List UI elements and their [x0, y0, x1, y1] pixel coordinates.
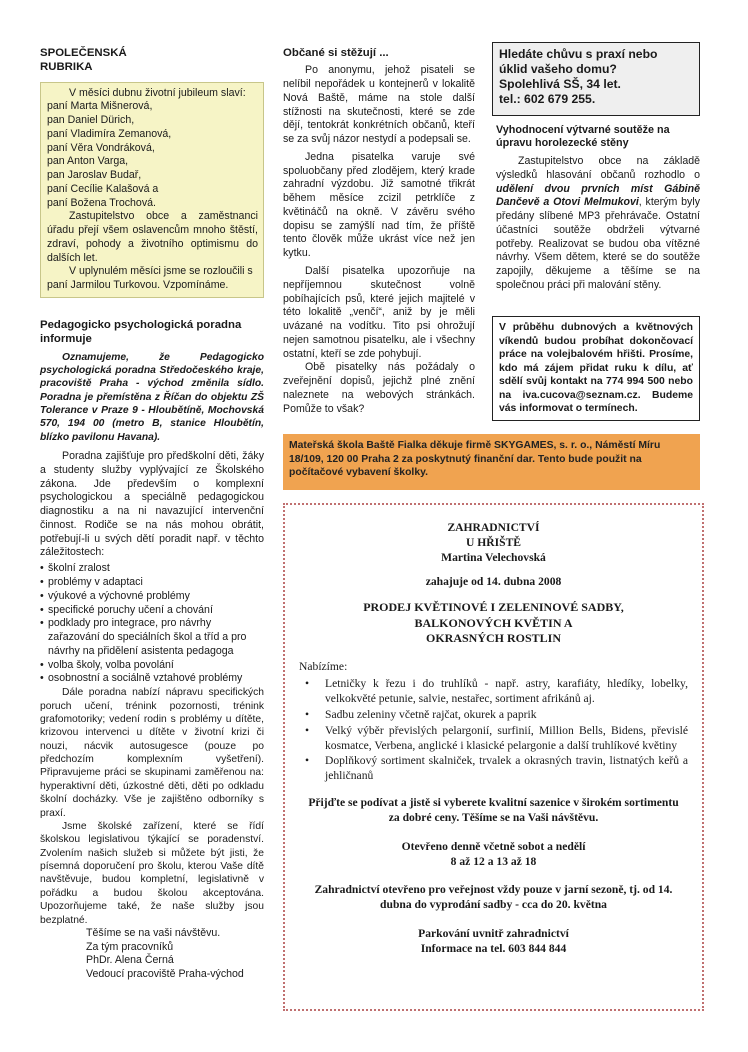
garden-hours-line: Otevřeno denně včetně sobot a nedělí	[401, 839, 586, 853]
pedagog-bullet-item: • výukové a výchovné problémy	[40, 590, 264, 604]
garden-title-line: ZAHRADNICTVÍ	[447, 521, 540, 534]
kindergarten-banner	[283, 434, 700, 490]
jubilee-name: paní Vladimíra Zemanová,	[47, 127, 172, 140]
jubilee-names	[47, 100, 258, 210]
nanny-ad-line: Hledáte chůvu s praxí nebo	[499, 47, 658, 61]
garden-opening: zahajuje od 14. dubna 2008	[425, 575, 562, 589]
contest-winners: udělení dvou prvních míst Gábině Dančevě a Otovi Melmukovi	[496, 182, 700, 209]
jubilee-name: paní Marta Mišnerová,	[47, 100, 153, 113]
garden-sale-line: PRODEJ KVĚTINOVÉ I ZELENINOVÉ SADBY,	[363, 600, 624, 615]
garden-ad	[283, 503, 704, 1011]
jubilee-name: pan Daniel Dürich,	[47, 114, 135, 127]
pedagog-notice: Oznamujeme, že Pedagogicko psychologická poradna Středočeského kraje, pracoviště Praha - východ změnila sídlo. Poradna je přemístěna z Říčan do objektu ZŠ Tolerance v Praze 9 - Hloubětíně, Mochovská 570, 194 00 (metro B, stanice Hloubětín, blízko pavilonu Havana).	[40, 351, 264, 443]
social-heading: SPOLEČENSKÁ RUBRIKA	[40, 47, 127, 74]
garden-season: Zahradnictví otevřeno pro veřejnost vždy pouze v jarní sezoně, tj. od 14. dubna do vyprodání sadby - cca do 20. května	[314, 883, 673, 912]
garden-footer-line: Parkování uvnitř zahradnictví	[418, 926, 569, 940]
pedagog-heading: Pedagogicko psychologická poradna informuje	[40, 319, 242, 346]
garden-footer-line: Informace na tel. 603 844 844	[420, 941, 567, 955]
garden-offer-item: • Sadbu zeleniny včetně rajčat, okurek a paprik	[299, 708, 688, 723]
garden-title	[299, 521, 688, 565]
nanny-ad-box	[492, 42, 700, 116]
garden-title-line: Martina Velechovská	[441, 550, 546, 564]
pedagog-bullet-item: • podklady pro integrace, pro návrhy zařazování do speciálních škol a tříd a pro návrhy na přidělení asistenta pedagoga	[40, 617, 264, 658]
social-box	[40, 82, 264, 298]
pedagog-bullet-item: • školní zralost	[40, 562, 264, 576]
pedagog-bullet-item: • specifické poruchy učení a chování	[40, 604, 264, 618]
contest-text-end: , kterým byly předány slíbené MP3 přehrávače. Ostatní účastníci soutěže obdrželi výtvarné potřeby. Realizovat se budou oba vítězné návrhy. Všem dětem, které se do soutěže zapojily, děkujeme a těšíme se na společnou práci při malování stěny.	[496, 196, 701, 291]
contest-heading: Vyhodnocení výtvarné soutěže na úpravu horolezecké stěny	[496, 124, 670, 150]
garden-hours-line: 8 až 12 a 13 až 18	[450, 854, 537, 868]
pedagog-p1: Poradna zajišťuje pro předškolní děti, žáky a studenty služby vyplývající ze Školského zákona. Jde především o komplexní psychologickou a speciálně pedagogickou diagnostiku a na ni navazující intervenční činnost. Rodiče se na nás mohou obrátit, potřebují-li u svých dětí poradit např. v těchto záležitostech:	[40, 450, 264, 559]
pedagog-bullet-list	[40, 562, 264, 686]
pedagog-closing-line: Těšíme se na vaši návštěvu.	[86, 926, 221, 939]
jubilee-name: pan Jaroslav Budař,	[47, 169, 142, 182]
jubilee-name: pan Anton Varga,	[47, 155, 129, 168]
complaints-p4: Obě pisatelky nás požádaly o zveřejnění dopisů, jejichž plné znění naleznete na webových stránkách. Pomůže to však?	[283, 361, 475, 415]
garden-sale-heading	[299, 600, 688, 646]
garden-sale-line: BALKONOVÝCH KVĚTIN A	[414, 615, 573, 630]
contest-text	[496, 155, 700, 293]
complaints-p2: Jedna pisatelka varuje své spoluobčany před zlodějem, který krade zahradní výzdobu. Již samotné třikrát během měsíce zcizil petrklíče z květináčů na okně. V závěru svého dopisu se zamýšlí nad tím, že příště tento člověk může ukrást více než jen kytku.	[283, 150, 475, 260]
social-column	[40, 46, 264, 298]
garden-offer-item: • Letničky k řezu i do truhlíků - např. astry, karafiáty, hledíky, lobelky, velkokvěté petunie, salvie, nestařec, sortiment afrikánů aj.	[299, 677, 688, 707]
nanny-ad-lines	[499, 47, 693, 107]
garden-invite: Přijďte se podívat a jistě si vyberete kvalitní sazenice v širokém sortimentu za dobré ceny. Těšíme se na Vaši návštěvu.	[308, 796, 679, 824]
pedagog-bullet-item: • osobnostní a sociálně vztahové problémy	[40, 672, 264, 686]
pedagog-p2: Dále poradna nabízí nápravu specifických poruch učení, trénink pozornosti, trénink grafomotoriky; vedení rodin s problémy u dítěte, krizovou intervenci u dítěte v životní krizi či nouzi, nácvik autosugesce (pouze po předchozím komplexním vyšetření). Připravujeme práci se skupinami zaměřenou na: hyperaktivní děti, úzkostné děti, děti po odkladu školní docházky. Vše je zajištěno odborníky s praxí.	[40, 687, 264, 819]
pedagog-column	[40, 318, 264, 982]
garden-sale-line: OKRASNÝCH ROSTLIN	[425, 631, 562, 646]
pedagog-closing-line: PhDr. Alena Černá	[86, 954, 174, 967]
complaints-column	[283, 46, 475, 416]
garden-hours	[299, 840, 688, 870]
pedagog-closing-line: Za tým pracovníků	[86, 940, 174, 953]
contest-column	[496, 124, 700, 293]
garden-offer-list	[299, 677, 688, 784]
pedagog-bullet-item: • problémy v adaptaci	[40, 576, 264, 590]
jubilee-wishes: Zastupitelstvo obce a zaměstnanci úřadu přejí všem oslavencům mnoho štěstí, zdraví, pohody a životního optimismu do dalších let.	[47, 210, 258, 264]
garden-title-line: U HŘIŠTĚ	[465, 535, 522, 549]
nanny-ad-line: úklid vašeho domu?	[499, 61, 617, 76]
complaints-p3: Další pisatelka upozorňuje na nepříjemnou skutečnost volně pobíhajících psů, které jejich majitelé v této lokalitě „venčí“, aniž by je měli uvázané na vodítku. Tito psi ohrožují nejen samotnou pisatelku, ale i všechny ostatní, kteří se zde pohybují.	[283, 264, 475, 360]
garden-offer-item: • Doplňkový sortiment skalniček, trvalek a okrasných travin, listnatých keřů a jehličnanů	[299, 754, 688, 784]
garden-offer-label: Nabízíme:	[299, 660, 348, 674]
kindergarten-text: Mateřská škola Baště Fialka děkuje firmě SKYGAMES, s. r. o., Náměstí Míru 18/109, 120 00 Praha 2 za poskytnutý finanční dar. Tento bude použit na počítačové vybavení školky.	[289, 440, 661, 479]
farewell-text	[47, 265, 258, 293]
pedagog-closing	[40, 927, 264, 982]
pedagog-p3: Jsme školské zařízení, které se řídí školskou legislativou týkající se poradenství. Zvolením našich služeb si můžete být jisti, že písemná doporučení pro školu, kterou Vaše dítě navštěvuje, budou kompletní, legislativně v pořádku a budou školou akceptována. Upozorňujeme také, že naše služby jsou bezplatné.	[40, 820, 264, 926]
pedagog-bullet-item: • volba školy, volba povolání	[40, 659, 264, 673]
jubilee-name: paní Cecílie Kalašová a	[47, 182, 159, 195]
garden-footer	[299, 927, 688, 957]
complaints-p1: Po anonymu, jehož pisateli se nelíbil nepořádek u kontejnerů v lokalitě Nová Baště, máme na stole další stížnosti na skutečnosti, které se zde dějí, tentokrát konkrétních občanů, kteří se za svůj názor nestydí a podepsali se.	[283, 64, 475, 146]
complaints-heading: Občané si stěžují ...	[283, 47, 389, 59]
pedagog-closing-line: Vedoucí pracoviště Praha-východ	[86, 968, 244, 981]
contest-text-start: Zastupitelstvo obce na základě výsledků hlasování občanů rozhodlo o	[496, 154, 700, 181]
jubilee-name: paní Věra Vondráková,	[47, 141, 155, 154]
farewell-line: V uplynulém měsíci jsme se rozloučili s paní Jarmilou Turkovou. Vzpomínáme.	[47, 265, 253, 292]
garden-offer-item: • Velký výběr převislých pelargonií, surfinií, Million Bells, Bidens, převislé kosmatce, Verbena, anglické i klasické pelargonie a další truhlíkové květiny	[299, 724, 688, 754]
jubilee-name: paní Božena Trochová.	[47, 196, 156, 209]
volunteer-text: V průběhu dubnových a květnových víkendů budou probíhat dokončovací práce na volejbalovém hřišti. Prosíme, kdo má zájem přidat ruku k dílu, ať sdělí svůj kontakt na 774 994 500 nebo na iva.cucova@seznam.cz. Budeme vás informovat o termínech.	[499, 322, 693, 415]
jubilee-intro: V měsíci dubnu životní jubileum slaví:	[69, 86, 246, 99]
nanny-ad-line: tel.: 602 679 255.	[499, 91, 596, 106]
nanny-ad-line: Spolehlivá SŠ, 34 let.	[499, 76, 621, 91]
volunteer-box	[492, 316, 700, 421]
